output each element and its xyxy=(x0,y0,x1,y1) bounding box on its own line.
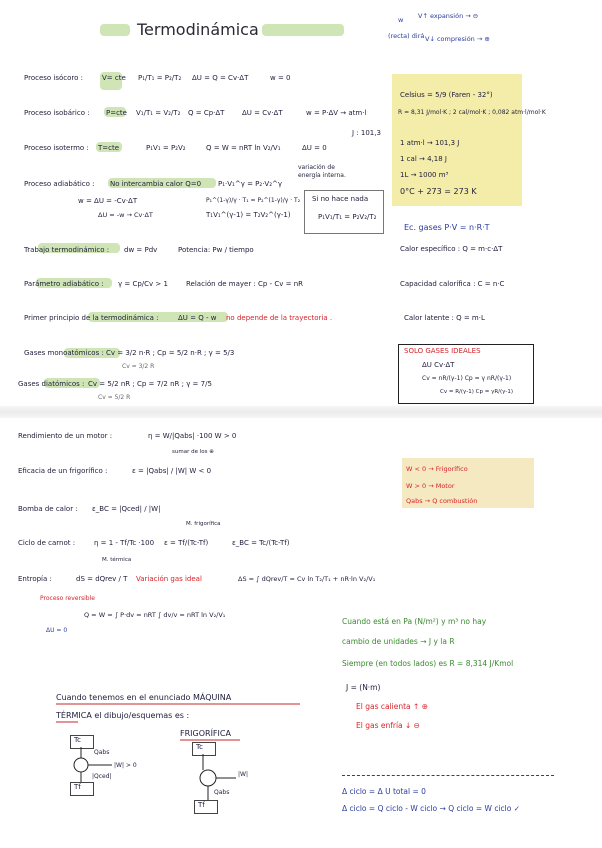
isobarico-eq2: Q = Cp·ΔT xyxy=(188,109,225,117)
entropia-eq1: dS = dQrev / T xyxy=(76,575,128,583)
rendimiento-eq: η = W/|Qabs| ·100 W > 0 xyxy=(148,432,237,440)
carnot-label: Ciclo de carnot : xyxy=(18,539,76,547)
calor-especifico: Calor específico : Q = m·c·ΔT xyxy=(400,245,503,253)
ideales-3: Cv = R/(γ-1) Cp = γR/(γ-1) xyxy=(440,389,514,395)
carnot-eq1: η = 1 - Tf/Tc ·100 xyxy=(94,539,155,547)
mono-eq: Cv = 3/2 n·R ; Cp = 5/2 n·R ; γ = 5/3 xyxy=(106,349,235,357)
di-sub: Cv = 5/2 R xyxy=(98,394,131,401)
primer-eq: ΔU = Q - w xyxy=(178,314,217,322)
isobarico-label: Proceso isobárico : xyxy=(24,109,90,117)
qced-motor: |Qced| xyxy=(92,773,112,780)
isotermo-eq1: P₁V₁ = P₂V₂ xyxy=(146,144,186,152)
entropia-rev: Proceso reversible xyxy=(40,595,95,602)
frigo-circle xyxy=(200,770,216,786)
entropia-du: ΔU = 0 xyxy=(46,627,68,634)
capacidad-calorifica: Capacidad calorífica : C = n·C xyxy=(400,280,505,288)
qabs-motor: Qabs xyxy=(94,749,110,756)
tf-frigo: Tf xyxy=(198,801,205,809)
const-r: R = 8,31 J/mol·K ; 2 cal/mol·K ; 0,082 atm·l/mol·K xyxy=(398,109,546,116)
isocoro-eq3: w = 0 xyxy=(270,74,291,82)
autores-1: Δ ciclo = Δ U total = 0 xyxy=(342,787,426,796)
isocoro-eq1: P₁/T₁ = P₂/T₂ xyxy=(138,74,182,82)
tf-motor: Tf xyxy=(74,783,81,791)
adiabatico-eq5: T₁V₁^(γ-1) = T₂V₂^(γ-1) xyxy=(206,211,291,219)
adiabatico-eq3: ΔU = -w → Cv·ΔT xyxy=(98,211,153,219)
adiabatico-label: Proceso adiabático : xyxy=(24,180,95,188)
isotermo-note: variación de energía interna. xyxy=(298,164,346,179)
carnot-n1: M. frigorífica xyxy=(186,521,221,527)
bomba-label: Bomba de calor : xyxy=(18,505,78,513)
const-litro: 1L → 1000 m³ xyxy=(400,171,449,179)
isocoro-eq2: ΔU = Q = Cv·ΔT xyxy=(192,74,249,82)
isobarico-eq4: w = P·ΔV → atm·l xyxy=(306,109,367,117)
top-note-line-1: V↑ expansión → ⊖ xyxy=(418,12,479,20)
mono-sub: Cv = 3/2 R xyxy=(122,363,155,370)
isocoro-label: Proceso isócoro : xyxy=(24,74,84,82)
entropia-eq2: ΔS = ∫ dQrev/T = Cv ln T₂/T₁ + nR·ln V₂/V₁ xyxy=(238,575,376,583)
maquina-text-2: TÉRMICA el dibujo/esquemas es : xyxy=(56,711,190,720)
carnot-n2: M. térmica xyxy=(102,557,132,563)
adiabatico-eq4: P₁^(1-γ)/γ · T₁ = P₂^(1-γ)/γ · T₂ xyxy=(206,197,301,204)
page-title: Termodinámica xyxy=(137,20,259,39)
isotermo-label: Proceso isotermo : xyxy=(24,144,89,152)
motor-circle xyxy=(74,758,88,772)
tc-motor: Tc xyxy=(74,736,81,744)
const-celsius: Celsius = 5/9 (Faren - 32°) xyxy=(400,91,493,99)
trabajo-potencia: Potencia: Pw / tiempo xyxy=(178,246,254,254)
ideales-title: SOLO GASES IDEALES xyxy=(404,347,481,355)
top-note-line-2: V↓ compresión → ⊕ xyxy=(425,35,490,43)
const-cal: 1 cal → 4,18 J xyxy=(400,155,447,163)
primer-label: Primer principio de la termodinámica : xyxy=(24,314,159,322)
rendimiento-label: Rendimiento de un motor : xyxy=(18,432,113,440)
isobarico-eq3: ΔU = Cv·ΔT xyxy=(242,109,283,117)
di-eq: Cv = 5/2 nR ; Cp = 7/2 nR ; γ = 7/5 xyxy=(88,380,212,388)
legend-1: W < 0 → Frigorífico xyxy=(406,465,468,473)
isobarico-eq5: J : 101,3 xyxy=(352,129,381,137)
ideales-2: Cv = nR/(γ-1) Cp = γ nR/(γ-1) xyxy=(422,375,512,382)
entropia-eq3: Q = W = ∫ P·dv = nRT ∫ dv/v = nRT ln V₂/V₁ xyxy=(84,611,226,619)
green-note-1: Cuando está en Pa (N/m²) y m³ no hay xyxy=(342,617,487,626)
maquina-text-1: Cuando tenemos en el enunciado MÁQUINA xyxy=(56,693,232,702)
frigo-label: Eficacia de un frigorífico : xyxy=(18,467,108,475)
rendimiento-note: sumar de los ⊕ xyxy=(172,449,214,455)
tc-frigo: Tc xyxy=(196,743,203,751)
isobarico-cond: P=cte xyxy=(106,109,127,117)
trabajo-eq: dw = Pdv xyxy=(124,246,158,254)
entropia-label: Entropía : xyxy=(18,575,52,583)
carnot-eq3: ε_BC = Tc/(Tc-Tf) xyxy=(232,539,290,547)
w-frigo: |W| xyxy=(238,771,248,778)
ideales-1: ΔU Cv·ΔT xyxy=(422,361,455,369)
adiabatico-side-eq: P₁V₁/T₁ = P₂V₂/T₂ xyxy=(318,213,377,221)
isotermo-cond: T=cte xyxy=(98,144,120,152)
legend-2: W > 0 → Motor xyxy=(406,482,455,490)
autores-2: Δ ciclo = Q ciclo - W ciclo → Q ciclo = W ciclo ✓ xyxy=(342,804,521,813)
trabajo-label: Trabajo termodinámico : xyxy=(24,246,110,254)
const-atm: 1 atm·l → 101,3 J xyxy=(400,139,460,147)
maquina-frigo-label: FRIGORÍFICA xyxy=(180,729,231,738)
adiabatico-eq2: w = ΔU = -Cv·ΔT xyxy=(78,197,138,205)
frigo-eq: ε = |Qabs| / |W| W < 0 xyxy=(132,467,212,475)
di-label: Gases diatómicos : xyxy=(18,380,85,388)
top-note-side: (recta) dirá xyxy=(388,32,425,40)
entropia-note: Variación gas ideal xyxy=(136,575,202,583)
green-note-3: Siempre (en todos lados) es R = 8,314 J/Kmol xyxy=(342,659,514,668)
w-motor: |W| > 0 xyxy=(114,762,137,769)
calor-latente: Calor latente : Q = m·L xyxy=(404,314,485,322)
adiabatico-cond: No intercambia calor Q=0 xyxy=(110,180,202,188)
primer-note: no depende de la trayectoria . xyxy=(226,314,333,322)
isocoro-cond: V= cte xyxy=(102,74,126,82)
red-note-2: El gas enfría ↓ ⊖ xyxy=(356,721,420,730)
top-note-w: w xyxy=(398,16,404,24)
carnot-eq2: ε = Tf/(Tc-Tf) xyxy=(164,539,209,547)
isotermo-eq2: Q = W = nRT ln V₂/V₁ xyxy=(206,144,281,152)
green-note-4: J = (N·m) xyxy=(346,683,381,692)
mono-label: Gases monoatómicos : xyxy=(24,349,104,357)
adiabatico-side-title: Si no hace nada xyxy=(312,195,369,203)
isobarico-eq1: V₁/T₁ = V₂/T₂ xyxy=(136,109,181,117)
param-label: Parámetro adiabático : xyxy=(24,280,104,288)
const-zero: 0°C + 273 = 273 K xyxy=(400,187,477,196)
param-eq: γ = Cp/Cv > 1 xyxy=(118,280,168,288)
qabs-frigo: Qabs xyxy=(214,789,230,796)
bomba-eq: ε_BC = |Qced| / |W| xyxy=(92,505,161,513)
ec-gases: Ec. gases P·V = n·R·T xyxy=(404,223,490,232)
red-note-1: El gas calienta ↑ ⊕ xyxy=(356,702,428,711)
legend-3: Qabs → Q combustión xyxy=(406,497,478,505)
green-note-2: cambio de unidades → J y la R xyxy=(342,637,455,646)
mayer-eq: Relación de mayer : Cp - Cv = nR xyxy=(186,280,304,288)
isotermo-eq3: ΔU = 0 xyxy=(302,144,327,152)
adiabatico-eq1: P₁·V₁^γ = P₂·V₂^γ xyxy=(218,180,283,188)
